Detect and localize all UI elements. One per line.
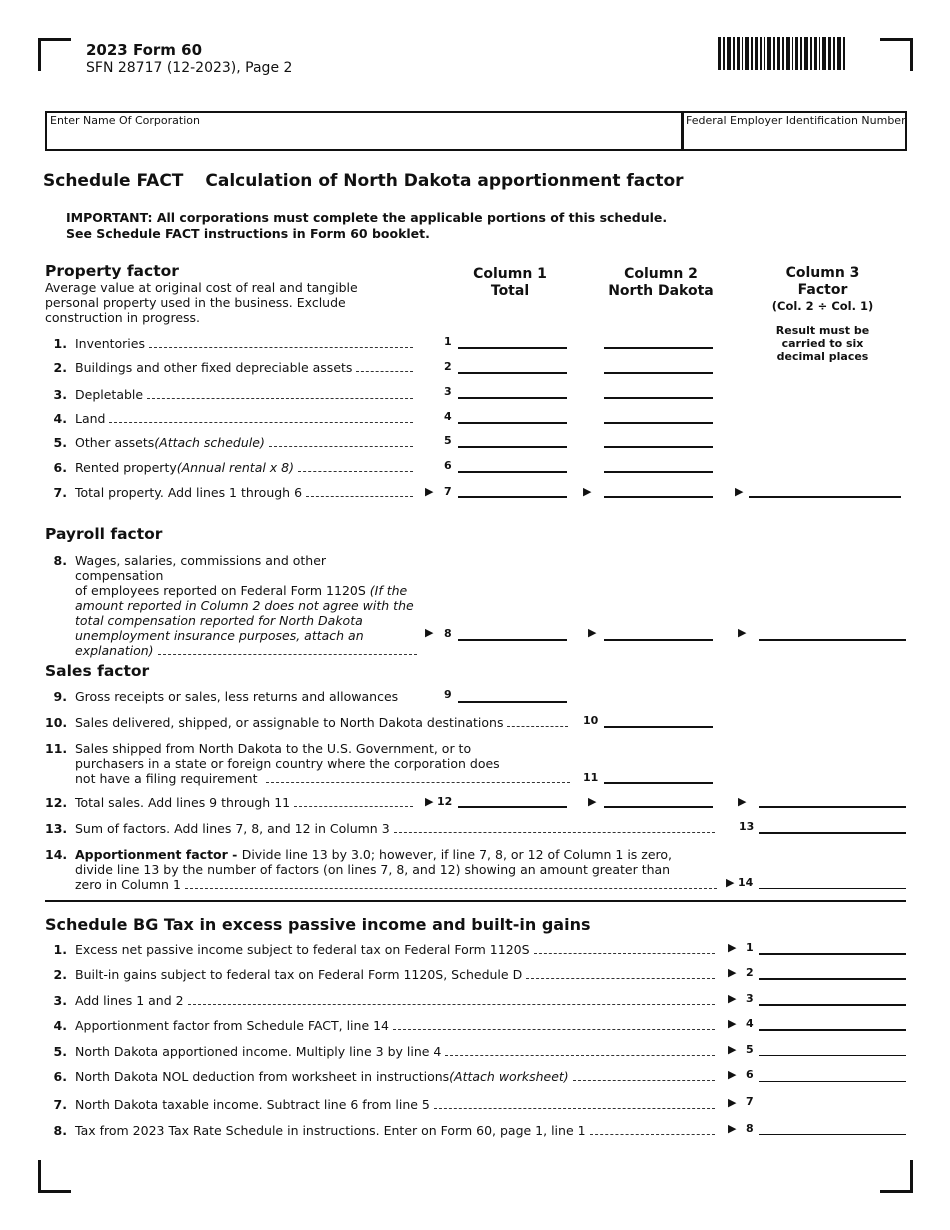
- fact-line-9: 9. Gross receipts or sales, less returns and allowances: [53, 689, 399, 704]
- bg-line-3-input[interactable]: [759, 1004, 906, 1006]
- bg-line-8-input[interactable]: [759, 1134, 906, 1135]
- section-divider: [45, 900, 906, 902]
- line-8-col3-input[interactable]: [759, 639, 906, 641]
- payroll-factor-heading: Payroll factor: [45, 525, 163, 543]
- column-3-formula: (Col. 2 ÷ Col. 1): [771, 299, 874, 313]
- form-subtitle: SFN 28717 (12-2023), Page 2: [86, 60, 293, 76]
- bg-line-2-input[interactable]: [759, 978, 906, 980]
- line-12-col1-input[interactable]: [458, 806, 567, 808]
- column-3-note-1: Result must be: [775, 324, 870, 337]
- field-number-2: 2: [444, 360, 452, 373]
- field-number-14: 14: [738, 876, 754, 889]
- column-3-note-3: decimal places: [776, 350, 869, 363]
- schedule-fact-code: Schedule FACT: [43, 171, 184, 191]
- property-factor-heading: Property factor: [45, 262, 179, 280]
- column-3-label: Column 3: [785, 265, 860, 281]
- arrow-icon: ▶: [728, 941, 737, 954]
- crop-mark-bottom-left: [38, 1160, 71, 1193]
- crop-mark-top-left: [38, 38, 71, 71]
- column-1-sublabel: Total: [490, 283, 530, 299]
- line-7-col2-input[interactable]: [604, 496, 713, 498]
- fact-line-11: 11. Sales shipped from North Dakota to the U.S. Government, or to purchasers in a state or foreign country where the corporation does not have a filing requirement: [45, 741, 570, 787]
- important-line-2: See Schedule FACT instructions in Form 60 booklet.: [66, 226, 430, 241]
- arrow-icon: ▶: [588, 795, 597, 808]
- arrow-icon: ▶: [425, 626, 434, 639]
- fact-line-5: 5. Other assets (Attach schedule): [45, 435, 415, 450]
- line-5-col1-input[interactable]: [458, 446, 567, 448]
- field-number-13: 13: [739, 820, 755, 833]
- column-2-sublabel: North Dakota: [608, 283, 714, 299]
- column-3-header: [760, 265, 885, 313]
- bg-field-number-2: 2: [746, 966, 754, 979]
- arrow-icon: ▶: [735, 485, 744, 498]
- field-number-5: 5: [444, 434, 452, 447]
- line-12-col2-input[interactable]: [604, 806, 713, 808]
- line-2-col2-input[interactable]: [604, 372, 713, 374]
- fact-line-10: 10. Sales delivered, shipped, or assignable to North Dakota destinations: [45, 715, 570, 730]
- line-14-col3-input[interactable]: [759, 888, 906, 889]
- line-13-col3-input[interactable]: [759, 832, 906, 834]
- arrow-icon: ▶: [738, 795, 747, 808]
- column-2-label: Column 2: [624, 266, 698, 282]
- fact-line-7: 7. Total property. Add lines 1 through 6: [45, 485, 415, 500]
- form-title: 2023 Form 60: [86, 41, 203, 59]
- schedule-fact-heading: Calculation of North Dakota apportionment factor: [205, 171, 684, 191]
- property-desc-line-2: personal property used in the business. Exclude: [45, 295, 346, 310]
- schedule-bg-title: Schedule BG Tax in excess passive income and built-in gains: [45, 915, 591, 934]
- barcode: [718, 37, 847, 70]
- line-7-col3-input[interactable]: [749, 496, 901, 498]
- arrow-icon: ▶: [583, 485, 592, 498]
- arrow-icon: ▶: [738, 626, 747, 639]
- line-8-col2-input[interactable]: [604, 639, 713, 641]
- line-7-col1-input[interactable]: [458, 496, 567, 498]
- line-3-col2-input[interactable]: [604, 397, 713, 399]
- arrow-icon: ▶: [726, 876, 735, 889]
- line-5-col2-input[interactable]: [604, 446, 713, 448]
- bg-field-number-1: 1: [746, 941, 754, 954]
- line-11-col2-input[interactable]: [604, 782, 713, 784]
- fact-line-6: 6. Rented property (Annual rental x 8): [45, 460, 415, 475]
- column-3-note: [760, 324, 885, 363]
- column-3-sublabel: Factor: [797, 282, 848, 298]
- arrow-icon: ▶: [588, 626, 597, 639]
- fact-line-3: 3. Depletable: [45, 387, 415, 402]
- bg-line-6-input[interactable]: [759, 1081, 906, 1082]
- line-10-col2-input[interactable]: [604, 726, 713, 728]
- bg-line-7: 7. North Dakota taxable income. Subtract line 6 from line 5: [45, 1097, 717, 1112]
- field-number-10: 10: [583, 714, 599, 727]
- field-number-6: 6: [444, 459, 452, 472]
- property-desc-line-1: Average value at original cost of real and tangible: [45, 280, 358, 295]
- field-number-7: 7: [444, 485, 452, 498]
- sales-factor-heading: Sales factor: [45, 662, 150, 680]
- property-factor-description: [45, 280, 358, 325]
- line-12-col3-input[interactable]: [759, 806, 906, 808]
- line-8-col1-input[interactable]: [458, 639, 567, 641]
- schedule-fact-title: [43, 171, 684, 191]
- field-number-9: 9: [444, 688, 452, 701]
- line-3-col1-input[interactable]: [458, 397, 567, 399]
- bg-line-4-input[interactable]: [759, 1029, 906, 1031]
- fact-line-8: 8. Wages, salaries, commissions and other compensation of employees reported on Federal Form 1120S (If the amount reported in Column 2 does not agree with the total compensation reported for North Dakota unemployment insurance purposes, attach an explanation): [45, 553, 420, 645]
- line-9-col1-input[interactable]: [458, 701, 567, 703]
- column-2-header: [596, 266, 726, 300]
- fact-line-14: 14. Apportionment factor - Divide line 13 by 3.0; however, if line 7, 8, or 12 of Column 1 is zero, divide line 13 by the number of factors (on lines 7, 8, and 12) showing an amount greater than zero in Column 1: [45, 847, 717, 893]
- bg-line-5: 5. North Dakota apportioned income. Multiply line 3 by line 4: [45, 1044, 717, 1059]
- important-note: [66, 210, 667, 242]
- arrow-icon: ▶: [728, 992, 737, 1005]
- fein-field[interactable]: [681, 111, 907, 151]
- line-4-col2-input[interactable]: [604, 422, 713, 424]
- line-6-col2-input[interactable]: [604, 471, 713, 473]
- bg-line-1: 1. Excess net passive income subject to federal tax on Federal Form 1120S: [45, 942, 717, 957]
- field-number-3: 3: [444, 385, 452, 398]
- column-1-label: Column 1: [473, 266, 547, 282]
- column-3-note-2: carried to six: [781, 337, 864, 350]
- arrow-icon: ▶: [728, 1122, 737, 1135]
- line-1-col1-input[interactable]: [458, 347, 567, 349]
- field-number-1: 1: [444, 335, 452, 348]
- bg-field-number-3: 3: [746, 992, 754, 1005]
- field-number-4: 4: [444, 410, 452, 423]
- arrow-icon: ▶: [728, 1096, 737, 1109]
- crop-mark-bottom-right: [880, 1160, 913, 1193]
- corporation-name-label: Enter Name Of Corporation: [50, 114, 200, 127]
- column-1-header: [455, 266, 565, 300]
- arrow-icon: ▶: [425, 485, 434, 498]
- important-line-1: IMPORTANT: All corporations must complete the applicable portions of this schedule.: [66, 210, 668, 225]
- line-2-col1-input[interactable]: [458, 372, 567, 374]
- field-number-8: 8: [444, 627, 452, 640]
- bg-line-4: 4. Apportionment factor from Schedule FACT, line 14: [45, 1018, 717, 1033]
- line-6-col1-input[interactable]: [458, 471, 567, 473]
- arrow-icon: ▶: [728, 1017, 737, 1030]
- bg-line-3: 3. Add lines 1 and 2: [45, 993, 717, 1008]
- line-4-col1-input[interactable]: [458, 422, 567, 424]
- arrow-icon: ▶: [425, 795, 434, 808]
- bg-line-1-input[interactable]: [759, 953, 906, 955]
- fact-line-1: 1. Inventories: [45, 336, 415, 351]
- fact-line-13: 13. Sum of factors. Add lines 7, 8, and 12 in Column 3: [45, 821, 717, 836]
- line-1-col2-input[interactable]: [604, 347, 713, 349]
- bg-field-number-8: 8: [746, 1122, 754, 1135]
- bg-line-8: 8. Tax from 2023 Tax Rate Schedule in instructions. Enter on Form 60, page 1, line 1: [45, 1123, 717, 1138]
- bg-field-number-7: 7: [746, 1095, 754, 1108]
- property-desc-line-3: construction in progress.: [45, 310, 201, 325]
- field-number-12: 12: [437, 795, 453, 808]
- field-number-11: 11: [583, 771, 599, 784]
- bg-field-number-4: 4: [746, 1017, 754, 1030]
- arrow-icon: ▶: [728, 966, 737, 979]
- fein-label: Federal Employer Identification Number: [686, 114, 906, 127]
- bg-line-2: 2. Built-in gains subject to federal tax on Federal Form 1120S, Schedule D: [45, 967, 717, 982]
- crop-mark-top-right: [880, 38, 913, 71]
- bg-line-6: 6. North Dakota NOL deduction from worksheet in instructions (Attach worksheet): [45, 1069, 717, 1084]
- bg-field-number-6: 6: [746, 1068, 754, 1081]
- bg-line-5-input[interactable]: [759, 1055, 906, 1056]
- arrow-icon: ▶: [728, 1068, 737, 1081]
- fact-line-12: 12. Total sales. Add lines 9 through 11: [45, 795, 415, 810]
- fact-line-4: 4. Land: [45, 411, 415, 426]
- arrow-icon: ▶: [728, 1043, 737, 1056]
- fact-line-2: 2. Buildings and other fixed depreciable assets: [45, 360, 415, 375]
- bg-field-number-5: 5: [746, 1043, 754, 1056]
- corporation-name-field[interactable]: [45, 111, 684, 151]
